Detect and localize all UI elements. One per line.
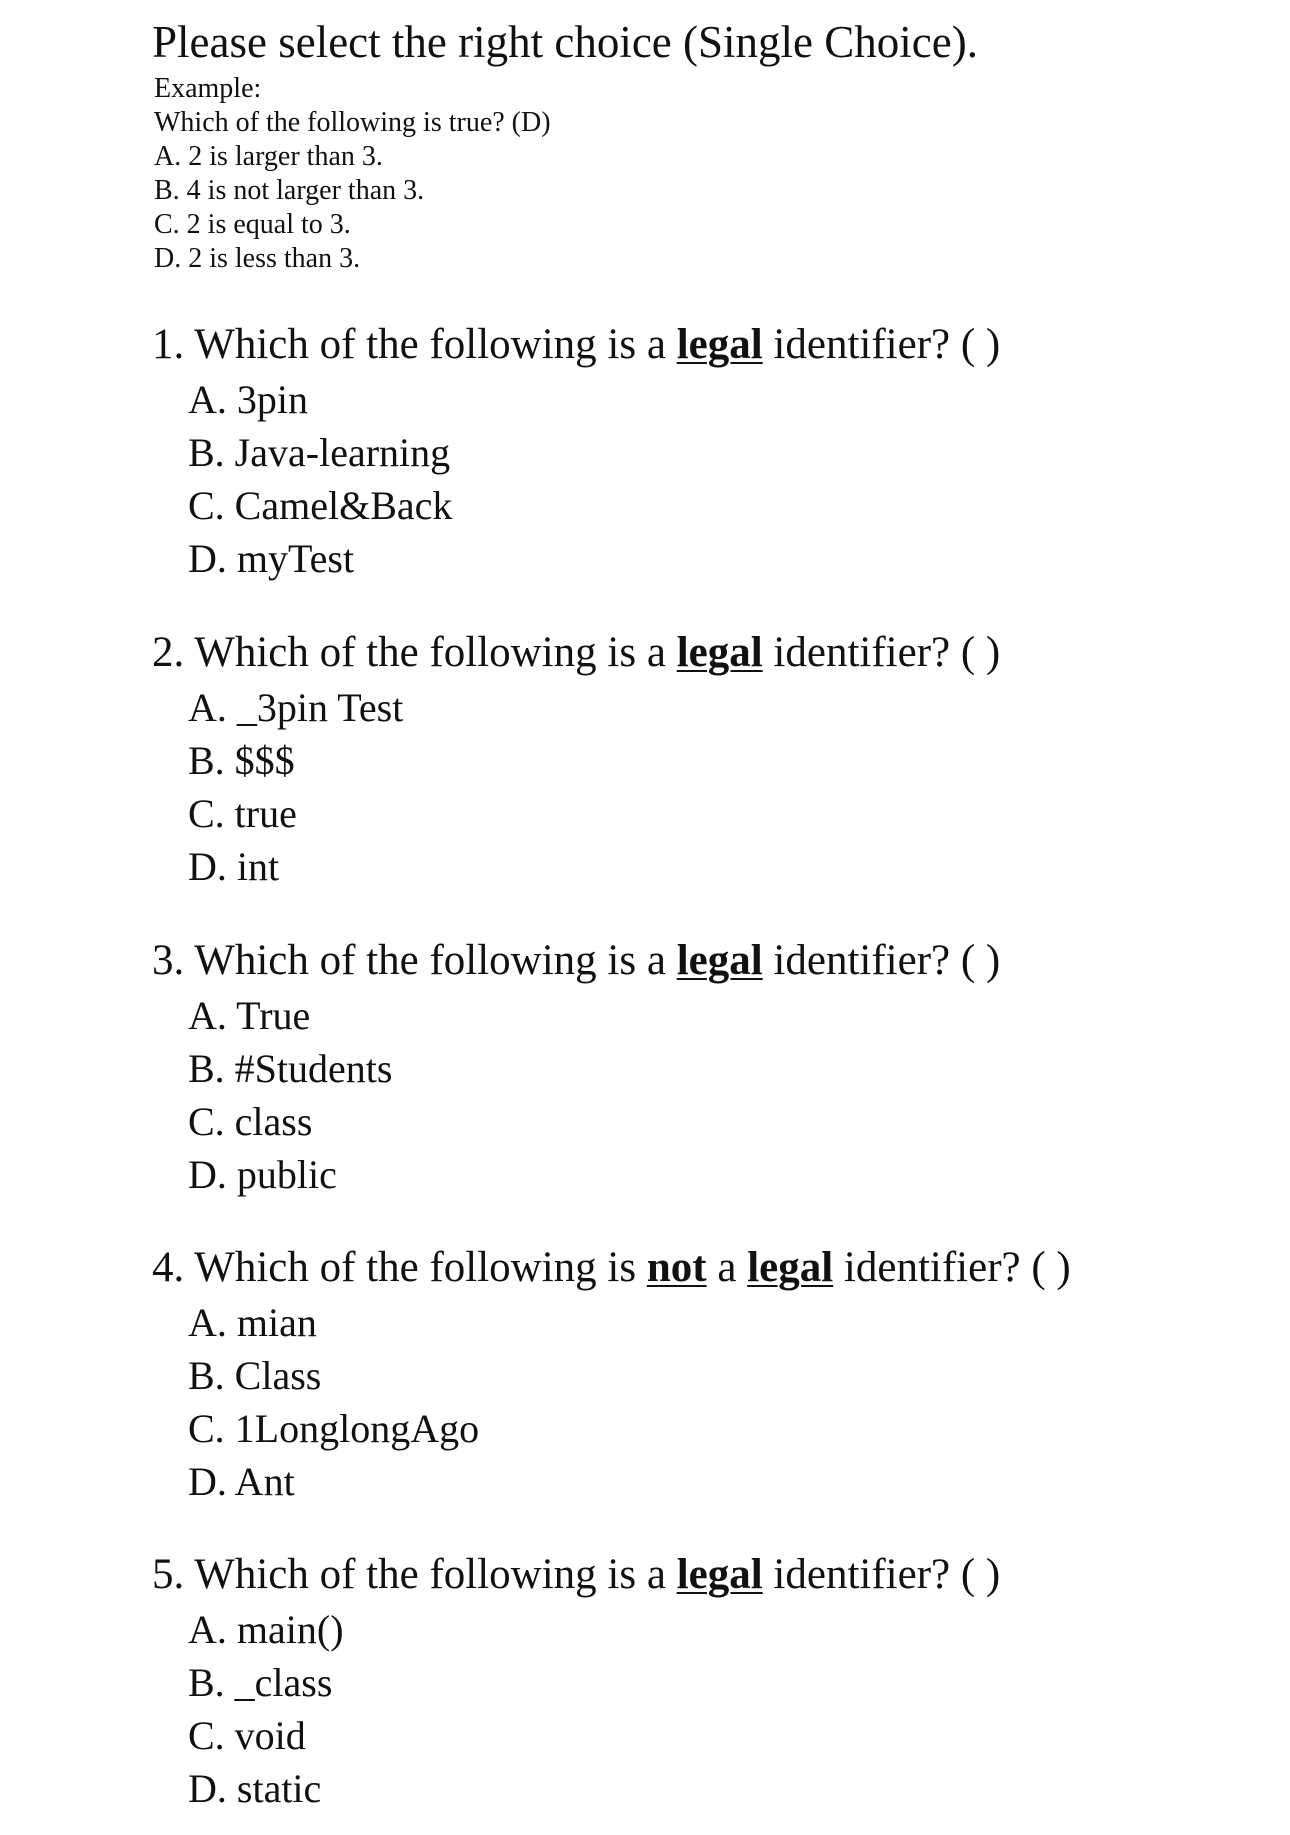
option-a: A. 3pin bbox=[188, 377, 308, 422]
example-option-c: C. 2 is equal to 3. bbox=[154, 209, 351, 240]
question-3-text bbox=[152, 936, 1262, 986]
option-b: B. #Students bbox=[188, 1046, 393, 1091]
question-text-after: identifier? ( ) bbox=[843, 1244, 1071, 1291]
question-text-before: Which of the following is a bbox=[194, 937, 666, 984]
option-d: D. Ant bbox=[188, 1459, 295, 1504]
example-label: Example: bbox=[154, 73, 262, 104]
option-c: C. true bbox=[188, 791, 297, 836]
question-2 bbox=[152, 628, 1262, 893]
question-3-options bbox=[188, 989, 1262, 1201]
question-3 bbox=[152, 936, 1262, 1201]
question-4-text bbox=[152, 1243, 1262, 1293]
option-b: B. _class bbox=[188, 1660, 333, 1705]
question-number: 3. bbox=[152, 937, 185, 984]
option-a: A. _3pin Test bbox=[188, 685, 404, 730]
option-d: D. int bbox=[188, 844, 280, 889]
example-block bbox=[154, 72, 551, 276]
example-question: Which of the following is true? (D) bbox=[154, 107, 551, 138]
option-a: A. main() bbox=[188, 1607, 344, 1652]
question-text-before: Which of the following is bbox=[194, 1244, 637, 1291]
example-option-a: A. 2 is larger than 3. bbox=[154, 141, 383, 172]
option-d: D. myTest bbox=[188, 536, 355, 581]
question-1-options bbox=[188, 373, 1262, 585]
option-a: A. mian bbox=[188, 1300, 317, 1345]
question-1 bbox=[152, 320, 1262, 585]
emphasis-legal: legal bbox=[676, 629, 763, 676]
emphasis-legal: legal bbox=[676, 321, 763, 368]
question-number: 4. bbox=[152, 1244, 185, 1291]
question-2-text bbox=[152, 628, 1262, 678]
page-title: Please select the right choice (Single Choice). bbox=[152, 17, 978, 67]
question-number: 1. bbox=[152, 321, 185, 368]
option-a: A. True bbox=[188, 993, 311, 1038]
question-text-middle: a bbox=[717, 1244, 737, 1291]
option-d: D. static bbox=[188, 1766, 322, 1811]
question-4-options bbox=[188, 1296, 1262, 1508]
question-4 bbox=[152, 1243, 1262, 1508]
question-number: 2. bbox=[152, 629, 185, 676]
option-b: B. Java-learning bbox=[188, 430, 451, 475]
emphasis-not: not bbox=[646, 1244, 707, 1291]
option-b: B. $$$ bbox=[188, 738, 295, 783]
question-2-options bbox=[188, 681, 1262, 893]
question-5-text bbox=[152, 1550, 1262, 1600]
question-number: 5. bbox=[152, 1551, 185, 1598]
question-text-after: identifier? ( ) bbox=[773, 629, 1001, 676]
example-option-d: D. 2 is less than 3. bbox=[154, 243, 361, 274]
emphasis-legal: legal bbox=[747, 1244, 834, 1291]
question-5-options bbox=[188, 1603, 1262, 1815]
question-text-after: identifier? ( ) bbox=[773, 1551, 1001, 1598]
question-text-before: Which of the following is a bbox=[194, 629, 666, 676]
option-c: C. Camel&Back bbox=[188, 483, 453, 528]
option-c: C. 1LonglongAgo bbox=[188, 1406, 480, 1451]
option-c: C. void bbox=[188, 1713, 306, 1758]
question-text-after: identifier? ( ) bbox=[773, 321, 1001, 368]
question-text-before: Which of the following is a bbox=[194, 321, 666, 368]
question-text-after: identifier? ( ) bbox=[773, 937, 1001, 984]
emphasis-legal: legal bbox=[676, 937, 763, 984]
question-5 bbox=[152, 1550, 1262, 1815]
example-option-b: B. 4 is not larger than 3. bbox=[154, 175, 425, 206]
emphasis-legal: legal bbox=[676, 1551, 763, 1598]
option-b: B. Class bbox=[188, 1353, 322, 1398]
option-c: C. class bbox=[188, 1099, 313, 1144]
question-text-before: Which of the following is a bbox=[194, 1551, 666, 1598]
question-1-text bbox=[152, 320, 1262, 370]
option-d: D. public bbox=[188, 1152, 337, 1197]
